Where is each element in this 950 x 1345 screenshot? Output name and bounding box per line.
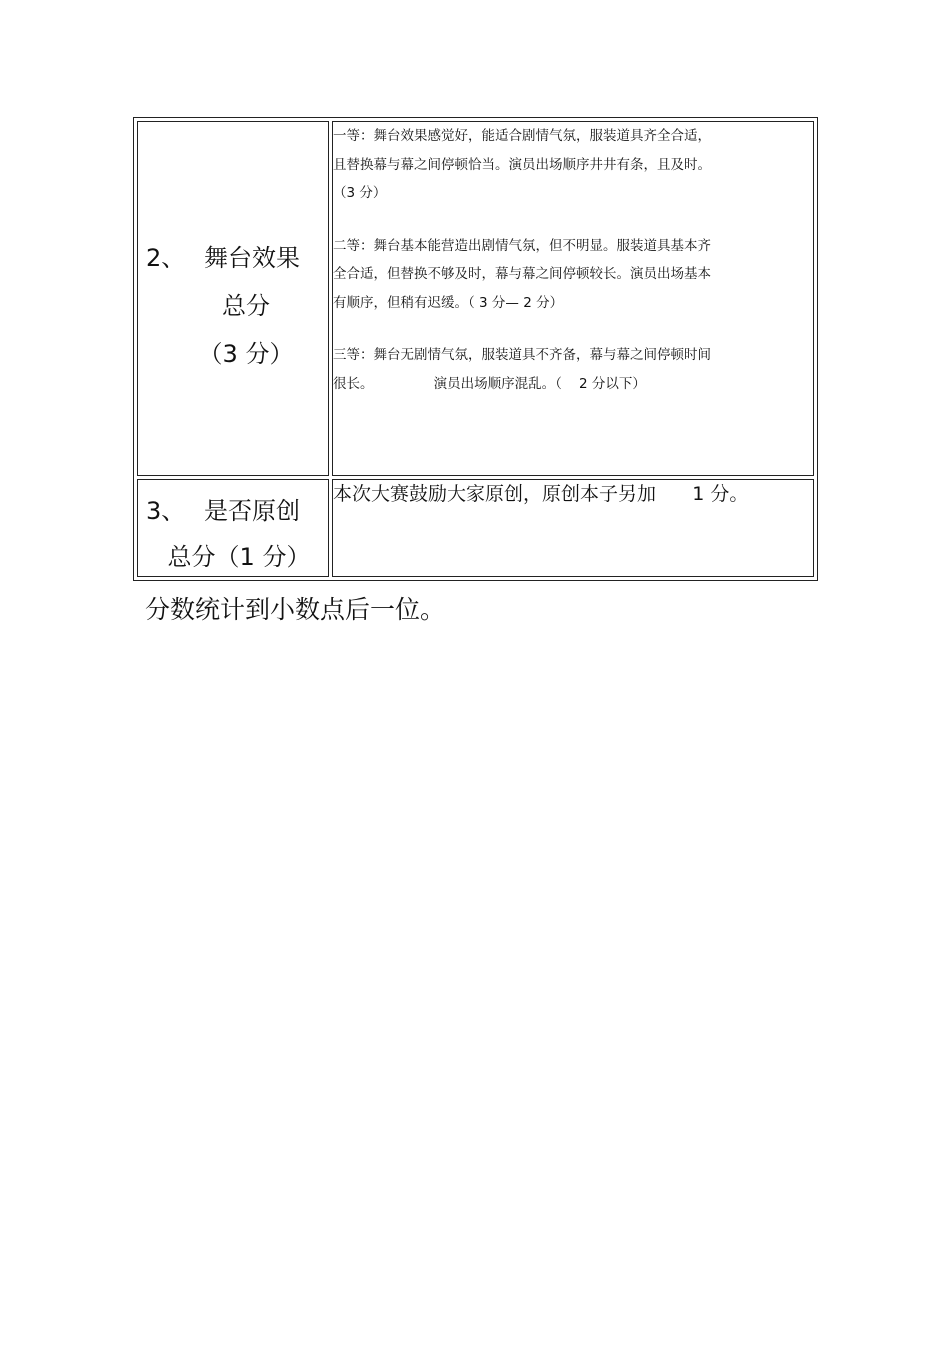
table-row-originality — [137, 479, 814, 577]
item-points: （3 分） — [198, 340, 294, 368]
scoring-rubric-table — [133, 117, 818, 581]
stage-effect-heading — [146, 234, 326, 378]
criteria-line: 全合适，但替换不够及时，幕与幕之间停顿较长。演员出场基本 — [333, 266, 711, 282]
spacer — [333, 208, 813, 232]
criteria-cell — [332, 121, 814, 476]
originality-heading — [146, 488, 326, 580]
criteria-line: 且替换幕与幕之间停顿恰当。演员出场顺序井井有条，且及时。 — [333, 156, 711, 173]
table-row-stage-effect — [137, 121, 814, 476]
description-text: 本次大赛鼓励大家原创，原创本子另加 1 分。 — [333, 483, 749, 505]
criteria-line: 有顺序，但稍有迟缓。（ 3 分— 2 分） — [333, 294, 564, 311]
criteria-line: （3 分） — [333, 185, 387, 201]
criteria-line: 二等：舞台基本能营造出剧情气氛，但不明显。服装道具基本齐 — [333, 237, 711, 254]
criterion-name-cell — [137, 479, 329, 577]
item-title: 舞台效果 — [204, 244, 300, 272]
originality-description — [332, 479, 814, 577]
item-title: 是否原创 — [204, 497, 300, 525]
criteria-line: 很长。 演员出场顺序混乱。（ 2 分以下） — [333, 375, 646, 392]
footnote: 分数统计到小数点后一位。 — [145, 595, 446, 624]
item-number: 3、 — [146, 497, 186, 525]
item-number: 2、 — [146, 244, 186, 272]
criteria-line: 一等：舞台效果感觉好，能适合剧情气氛，服装道具齐全合适， — [333, 128, 711, 144]
item-subtitle: 总分（1 分） — [167, 543, 311, 571]
spacer — [333, 317, 813, 341]
criteria-line: 三等：舞台无剧情气氛，服装道具不齐备，幕与幕之间停顿时间 — [333, 347, 711, 363]
criterion-name-cell — [137, 121, 329, 476]
item-subtitle: 总分 — [222, 292, 270, 320]
